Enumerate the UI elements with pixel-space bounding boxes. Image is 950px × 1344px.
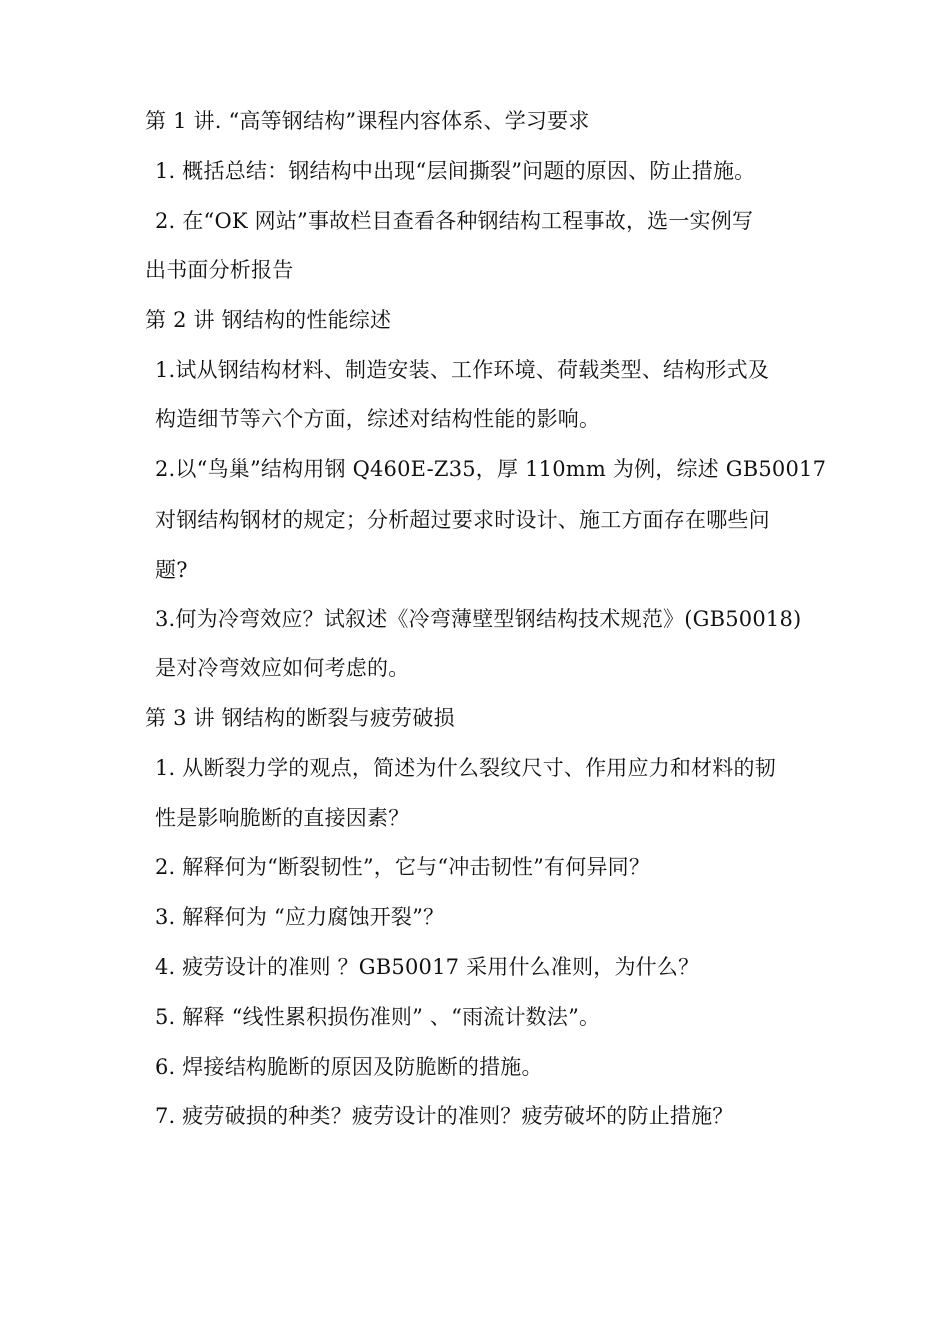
lecture-2-question-3: 3.何为冷弯效应？试叙述《冷弯薄壁型钢结构技术规范》(GB50018) bbox=[155, 607, 802, 631]
lecture-3-heading: 第 3 讲 钢结构的断裂与疲劳破损 bbox=[145, 706, 455, 730]
lecture-3-question-4: 4. 疲劳设计的准则 ？GB50017 采用什么准则，为什么？ bbox=[155, 955, 700, 979]
lecture-3-question-6: 6. 焊接结构脆断的原因及防脆断的措施。 bbox=[155, 1055, 543, 1079]
lecture-1-question-2: 2. 在“OK 网站”事故栏目查看各种钢结构工程事故，选一实例写 bbox=[155, 209, 754, 233]
lecture-2-question-3-cont: 是对冷弯效应如何考虑的。 bbox=[155, 656, 410, 680]
lecture-1-question-1: 1. 概括总结：钢结构中出现“层间撕裂”问题的原因、防止措施。 bbox=[155, 159, 756, 183]
lecture-2-question-2-end: 题? bbox=[155, 558, 188, 582]
lecture-2-question-1: 1.试从钢结构材料、制造安装、工作环境、荷载类型、结构形式及 bbox=[155, 358, 770, 382]
lecture-1-heading: 第 1 讲. “高等钢结构”课程内容体系、学习要求 bbox=[145, 109, 590, 133]
lecture-2-question-2-cont: 对钢结构钢材的规定；分析超过要求时设计、施工方面存在哪些问 bbox=[155, 508, 770, 532]
lecture-2-heading: 第 2 讲 钢结构的性能综述 bbox=[145, 308, 392, 332]
lecture-2-question-2: 2.以“鸟巢”结构用钢 Q460E-Z35，厚 110mm 为例，综述 GB50017 bbox=[155, 457, 827, 481]
lecture-1-question-2-cont: 出书面分析报告 bbox=[145, 258, 294, 282]
lecture-3-question-5: 5. 解释 “线性累积损伤准则” 、“雨流计数法”。 bbox=[155, 1005, 601, 1029]
lecture-3-question-2: 2. 解释何为“断裂韧性”，它与“冲击韧性”有何异同？ bbox=[155, 855, 651, 879]
lecture-3-question-3: 3. 解释何为 “应力腐蚀开裂”？ bbox=[155, 905, 445, 929]
lecture-3-question-1-cont: 性是影响脆断的直接因素？ bbox=[155, 806, 410, 830]
lecture-2-question-1-cont: 构造细节等六个方面，综述对结构性能的影响。 bbox=[155, 407, 601, 431]
lecture-3-question-7: 7. 疲劳破损的种类？疲劳设计的准则？疲劳破坏的防止措施？ bbox=[155, 1104, 734, 1128]
lecture-3-question-1: 1. 从断裂力学的观点，简述为什么裂纹尺寸、作用应力和材料的韧 bbox=[155, 756, 776, 780]
